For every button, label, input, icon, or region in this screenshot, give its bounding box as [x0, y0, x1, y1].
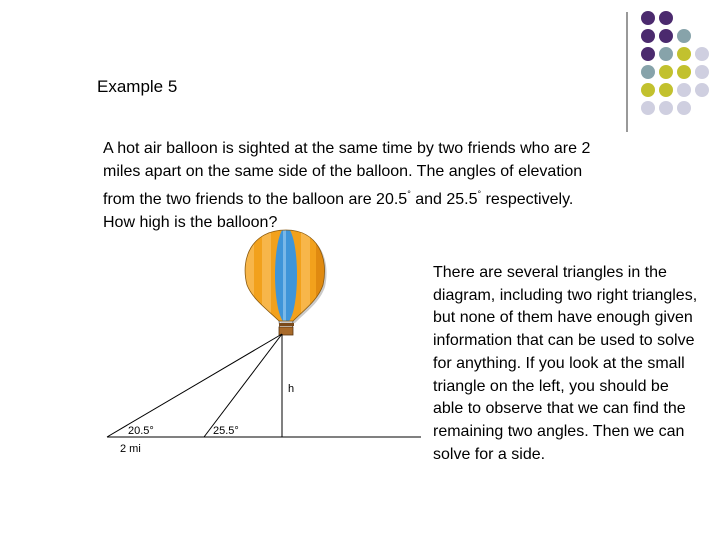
- problem-text-part3: respectively. How high is the balloon?: [103, 191, 574, 231]
- distance-label: 2 mi: [120, 443, 141, 455]
- degree-symbol: °: [407, 189, 411, 199]
- hot-air-balloon-icon: [244, 227, 327, 335]
- sight-line-left: [107, 334, 282, 437]
- problem-text-part2: and 25.5: [410, 191, 478, 208]
- degree-symbol: °: [477, 189, 482, 199]
- explanation-text: There are several triangles in the diagram, including two right triangles, but none of them have enough given information that can be used to solve for anything. If you look at the small triangle on the left, you should be able to observe that we can find the remaining two angles. Then we can solve for a side.: [433, 264, 698, 463]
- sight-line-right: [204, 334, 282, 437]
- problem-text-part1: A hot air balloon is sighted at the same time by two friends who are 2 miles apart on the same side of the balloon. The angles of elevation from the two friends to the balloon are 20.5: [103, 140, 591, 208]
- height-label: h: [288, 383, 295, 395]
- slide-title: Example 5: [97, 77, 178, 96]
- angle-label-left: 20.5°: [128, 425, 154, 437]
- angle-label-right: 25.5°: [213, 425, 239, 437]
